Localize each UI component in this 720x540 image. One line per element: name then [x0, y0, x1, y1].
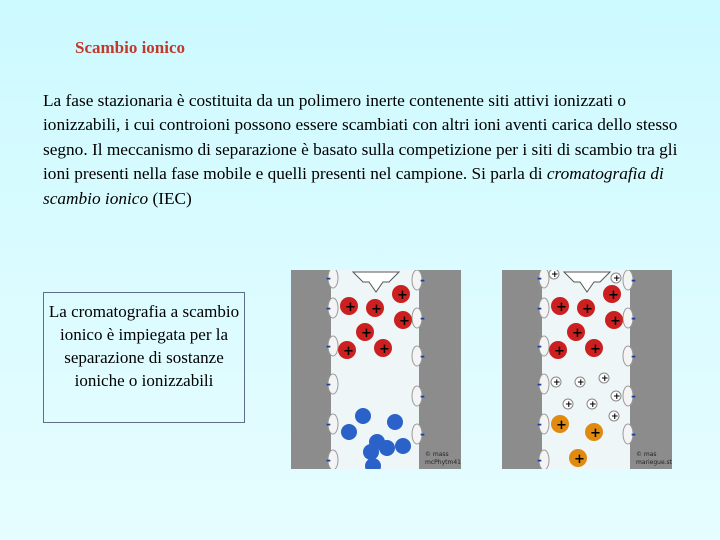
svg-text:+: + [379, 342, 390, 357]
body-paragraph [43, 89, 693, 211]
svg-text:-: - [537, 339, 542, 353]
svg-text:+: + [601, 374, 609, 384]
column-wall-left [502, 270, 542, 469]
paragraph-text: La fase stazionaria è costituita da un polimero inerte contenente siti attivi ionizzati o ionizzabili, i cui controioni possono essere scambiati con altri ioni aventi carica dello stesso segno. Il meccanismo di separazione è basato sulla competizione per i siti di scambio tra gli ioni presenti nella fase mobile e quelli presenti nel campione. Si parla di [43, 91, 678, 184]
svg-text:-: - [326, 417, 331, 431]
svg-text:-: - [631, 273, 636, 287]
svg-text:-: - [326, 301, 331, 315]
svg-text:-: - [420, 427, 425, 441]
svg-text:+: + [589, 400, 597, 410]
svg-text:+: + [361, 326, 372, 341]
svg-text:+: + [343, 344, 354, 359]
svg-text:+: + [608, 288, 619, 303]
svg-text:+: + [590, 342, 601, 357]
svg-text:-: - [326, 271, 331, 285]
figure-caption-line1: © mas [636, 451, 657, 458]
column-wall-right [419, 270, 461, 469]
svg-text:+: + [556, 300, 567, 315]
svg-text:+: + [613, 392, 621, 402]
figure-caption-line2: mariegue.st [636, 459, 672, 466]
svg-text:+: + [572, 326, 583, 341]
svg-text:+: + [613, 274, 621, 284]
svg-text:-: - [631, 389, 636, 403]
svg-text:+: + [577, 378, 585, 388]
svg-text:+: + [611, 412, 619, 422]
svg-text:+: + [397, 288, 408, 303]
figure-caption-line2: mcPhytm41 [425, 459, 461, 466]
callout-box: La cromatografia a scambio ionico è impiegata per la separazione di sostanze ioniche o ionizzabili [43, 292, 245, 423]
paragraph-tail: (IEC) [148, 188, 192, 208]
svg-text:-: - [631, 427, 636, 441]
svg-text:-: - [631, 311, 636, 325]
svg-text:+: + [551, 270, 559, 280]
svg-text:+: + [554, 344, 565, 359]
svg-text:+: + [582, 302, 593, 317]
svg-text:+: + [399, 314, 410, 329]
svg-text:-: - [420, 349, 425, 363]
svg-text:-: - [537, 271, 542, 285]
svg-text:-: - [326, 339, 331, 353]
svg-text:-: - [420, 311, 425, 325]
svg-text:+: + [345, 300, 356, 315]
slide-title: Scambio ionico [75, 38, 186, 57]
svg-text:-: - [326, 377, 331, 391]
svg-text:+: + [574, 452, 585, 467]
figure-caption-line1: © mass [425, 451, 449, 458]
svg-text:+: + [371, 302, 382, 317]
svg-text:-: - [537, 301, 542, 315]
svg-text:-: - [537, 453, 542, 467]
paragraph-emphasis: cromatografia di scambio ionico [43, 164, 664, 208]
svg-text:+: + [556, 418, 567, 433]
column-wall-left [291, 270, 331, 469]
column-wall-right [630, 270, 672, 469]
cation-exchange-diagram [502, 270, 672, 469]
svg-text:+: + [553, 378, 561, 388]
svg-text:+: + [590, 426, 601, 441]
svg-text:-: - [420, 389, 425, 403]
svg-text:-: - [631, 349, 636, 363]
anion-exchange-diagram [291, 270, 461, 469]
svg-text:-: - [326, 453, 331, 467]
cation-exchange-figure [502, 270, 672, 469]
anion-exchange-figure [291, 270, 461, 469]
svg-text:-: - [420, 273, 425, 287]
svg-text:-: - [537, 377, 542, 391]
svg-text:+: + [565, 400, 573, 410]
svg-text:+: + [610, 314, 621, 329]
svg-text:-: - [537, 417, 542, 431]
